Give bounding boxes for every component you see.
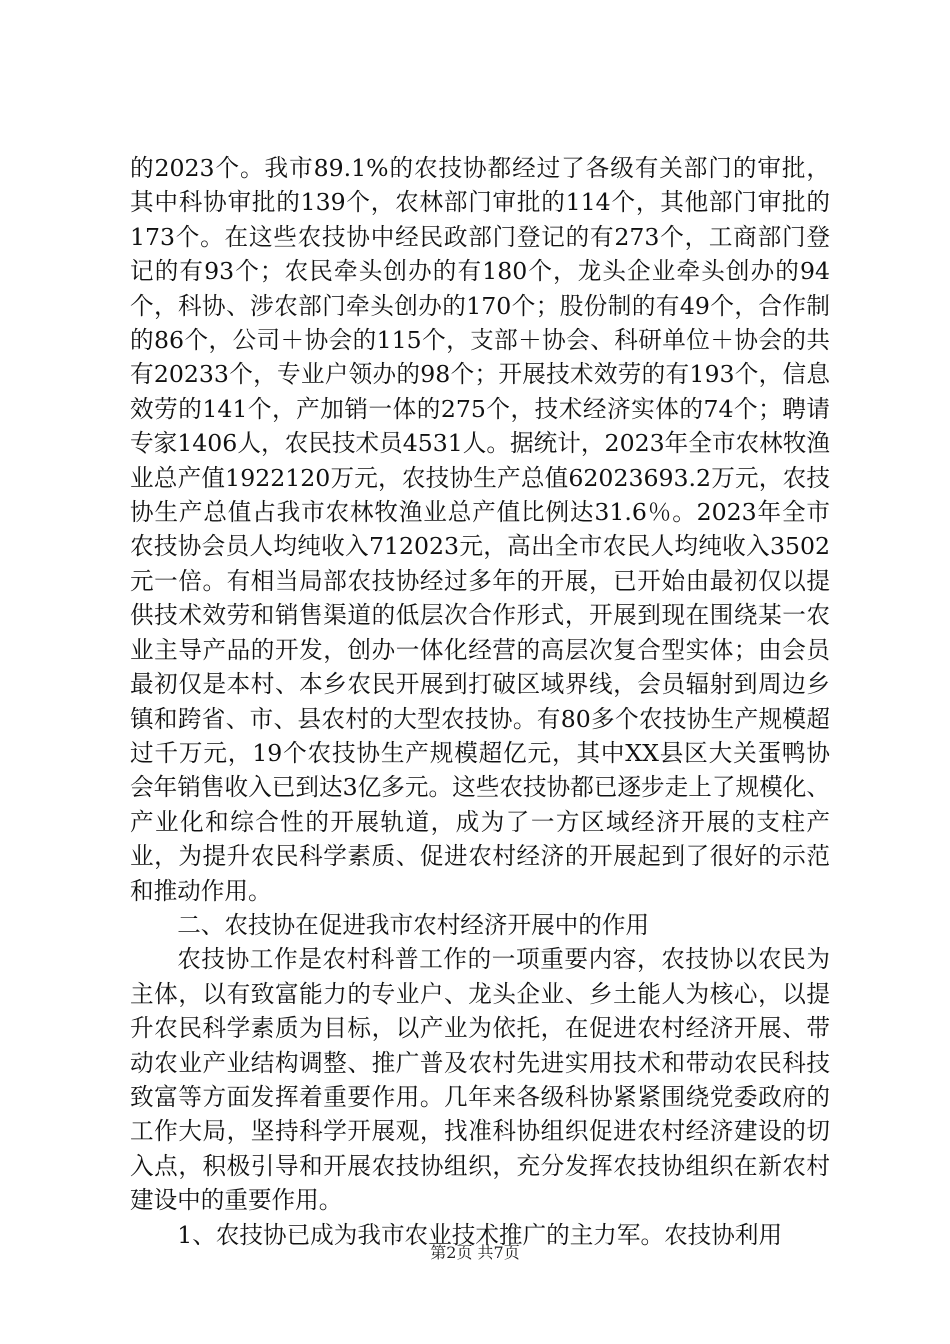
- page-footer: [0, 1243, 950, 1263]
- paragraph-point-one: 1、农技协已成为我市农业技术推广的主力军。农技协利用: [177, 1220, 783, 1249]
- document-body: [130, 151, 830, 1252]
- paragraph-statistics: 的2023个。我市89.1%的农技协都经过了各级有关部门的审批，其中科协审批的139个，农林部门审批的114个，其他部门审批的173个。在这些农技协中经民政部门登记的有273个，工商部门登记的有93个；农民牵头创办的有180个，龙头企业牵头创办的94个，科协、涉农部门牵头创办的170个；股份制的有49个，合作制的86个，公司＋协会的115个，支部＋协会、科研单位＋协会的共有20233个，专业户领办的98个；开展技术效劳的有193个，信息效劳的141个，产加销一体的275个，技术经济实体的74个；聘请专家1406人，农民技术员4531人。据统计，2023年全市农林牧渔业总产值1922120万元，农技协生产总值62023693.2万元，农技协生产总值占我市农林牧渔业总产值比例达31.6％。2023年全市农技协会员人均纯收入712023元，高出全市农民人均纯收入3502元一倍。有相当局部农技协经过多年的开展，已开始由最初仅以提供技术效劳和销售渠道的低层次合作形式，开展到现在围绕某一农业主导产品的开发，创办一体化经营的高层次复合型实体；由会员最初仅是本村、本乡农民开展到打破区域界线，会员辐射到周边乡镇和跨省、市、县农村的大型农技协。有80多个农技协生产规模超过千万元，19个农技协生产规模超亿元，其中XX县区大关蛋鸭协会年销售收入已到达3亿多元。这些农技协都已逐步走上了规模化、产业化和综合性的开展轨道，成为了一方区域经济开展的支柱产业，为提升农民科学素质、促进农村经济的开展起到了很好的示范和推动作用。: [130, 154, 830, 905]
- paragraph-role-overview: 农技协工作是农村科普工作的一项重要内容，农技协以农民为主体，以有致富能力的专业户、龙头企业、乡土能人为核心，以提升农民科学素质为目标，以产业为依托，在促进农村经济开展、带动农业产业结构调整、推广普及农村先进实用技术和带动农民科技致富等方面发挥着重要作用。几年来各级科协紧紧围绕党委政府的工作大局，坚持科学开展观，找准科协组织促进农村经济建设的切入点，积极引导和开展农技协组织，充分发挥农技协组织在新农村建设中的重要作用。: [130, 945, 830, 1215]
- page-number: 第2页 共7页: [430, 1243, 520, 1262]
- section-heading-role: 二、农技协在促进我市农村经济开展中的作用: [177, 910, 650, 939]
